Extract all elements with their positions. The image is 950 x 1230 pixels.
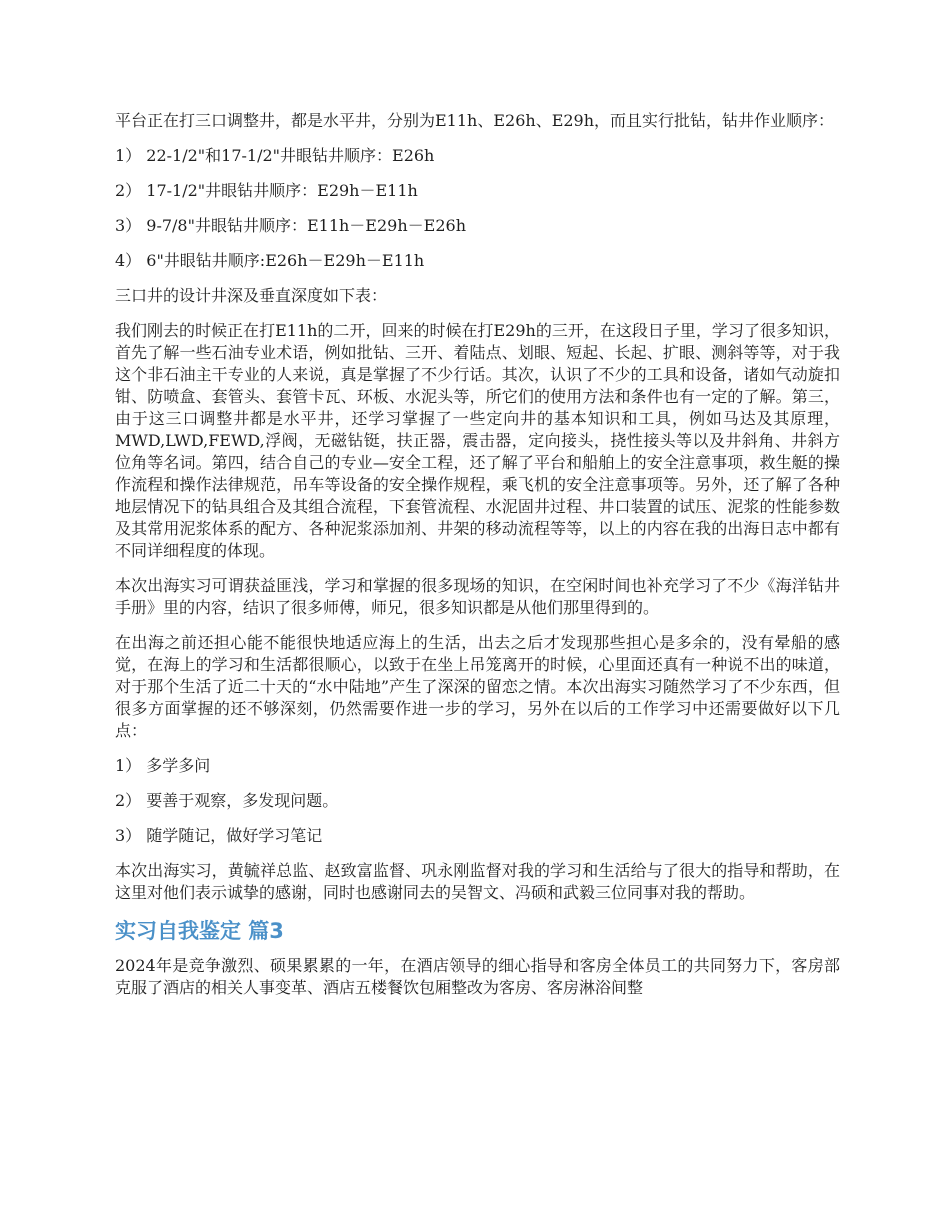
table-intro-paragraph: 三口井的设计井深及垂直深度如下表： [115,286,388,305]
thanks-paragraph: 本次出海实习，黄毓祥总监、赵致富监督、巩永刚监督对我的学习和生活给与了很大的指导和帮助，在这里对他们表示诚挚的感谢，同时也感谢同去的吴智文、冯硕和武毅三位同事对我的帮助。 [115,861,840,902]
improvement-list [115,755,840,847]
paragraph-2024: 2024年是竞争激烈、硕果累累的一年，在酒店领导的细心指导和客房全体员工的共同努力下，客房部克服了酒店的相关人事变革、酒店五楼餐饮包厢整改为客房、客房淋浴间整 [115,956,840,997]
gain-paragraph: 本次出海实习可谓获益匪浅，学习和掌握的很多现场的知识，在空闲时间也补充学习了不少《海洋钻井手册》里的内容，结识了很多师傅，师兄，很多知识都是从他们那里得到的。 [115,576,840,617]
list-item: 4） 6"井眼钻井顺序:E26h－E29h－E11h [115,251,425,270]
document-page [115,110,840,1012]
list-item: 2） 17-1/2"井眼钻井顺序：E29h－E11h [115,181,418,200]
drilling-order-list [115,145,840,272]
section-heading: 实习自我鉴定 篇3 [115,919,284,943]
list-item: 1） 22-1/2"和17-1/2"井眼钻井顺序：E26h [115,146,435,165]
list-item: 3） 9-7/8"井眼钻井顺序：E11h－E29h－E26h [115,216,466,235]
list-item: 3） 随学随记，做好学习笔记 [115,826,323,845]
list-item: 1） 多学多问 [115,756,211,775]
list-item: 2） 要善于观察，多发现问题。 [115,791,339,810]
learning-paragraph: 我们刚去的时候正在打E11h的二开，回来的时候在打E29h的三开，在这段日子里，学习了很多知识，首先了解一些石油专业术语，例如批钻、三开、着陆点、划眼、短起、长起、扩眼、测斜等等，对于我这个非石油主干专业的人来说，真是掌握了不少行话。其次，认识了不少的工具和设备，诸如气动旋扣钳、防喷盒、套管头、套管卡瓦、环板、水泥头等，所它们的使用方法和条件也有一定的了解。第三，由于这三口调整井都是水平井，还学习掌握了一些定向井的基本知识和工具，例如马达及其原理，MWD,LWD,FEWD,浮阀，无磁钻铤，扶正器，震击器，定向接头，挠性接头等以及井斜角、井斜方位角等名词。第四，结合自己的专业—安全工程，还了解了平台和船舶上的安全注意事项，救生艇的操作流程和操作法律规范，吊车等设备的安全操作规程，乘飞机的安全注意事项等。另外，还了解了各种地层情况下的钻具组合及其组合流程，下套管流程、水泥固井过程、井口装置的试压、泥浆的性能参数及其常用泥浆体系的配方、各种泥浆添加剂、井架的移动流程等等，以上的内容在我的出海日志中都有不同详细程度的体现。 [115,321,840,560]
intro-paragraph: 平台正在打三口调整井，都是水平井，分别为E11h、E26h、E29h，而且实行批钻，钻井作业顺序： [115,111,835,130]
life-paragraph: 在出海之前还担心能不能很快地适应海上的生活，出去之后才发现那些担心是多余的，没有晕船的感觉，在海上的学习和生活都很顺心，以致于在坐上吊笼离开的时候，心里面还真有一种说不出的味道，对于那个生活了近二十天的“水中陆地”产生了深深的留恋之情。本次出海实习随然学习了不少东西，但很多方面掌握的还不够深刻，仍然需要作进一步的学习，另外在以后的工作学习中还需要做好以下几点： [115,633,840,740]
